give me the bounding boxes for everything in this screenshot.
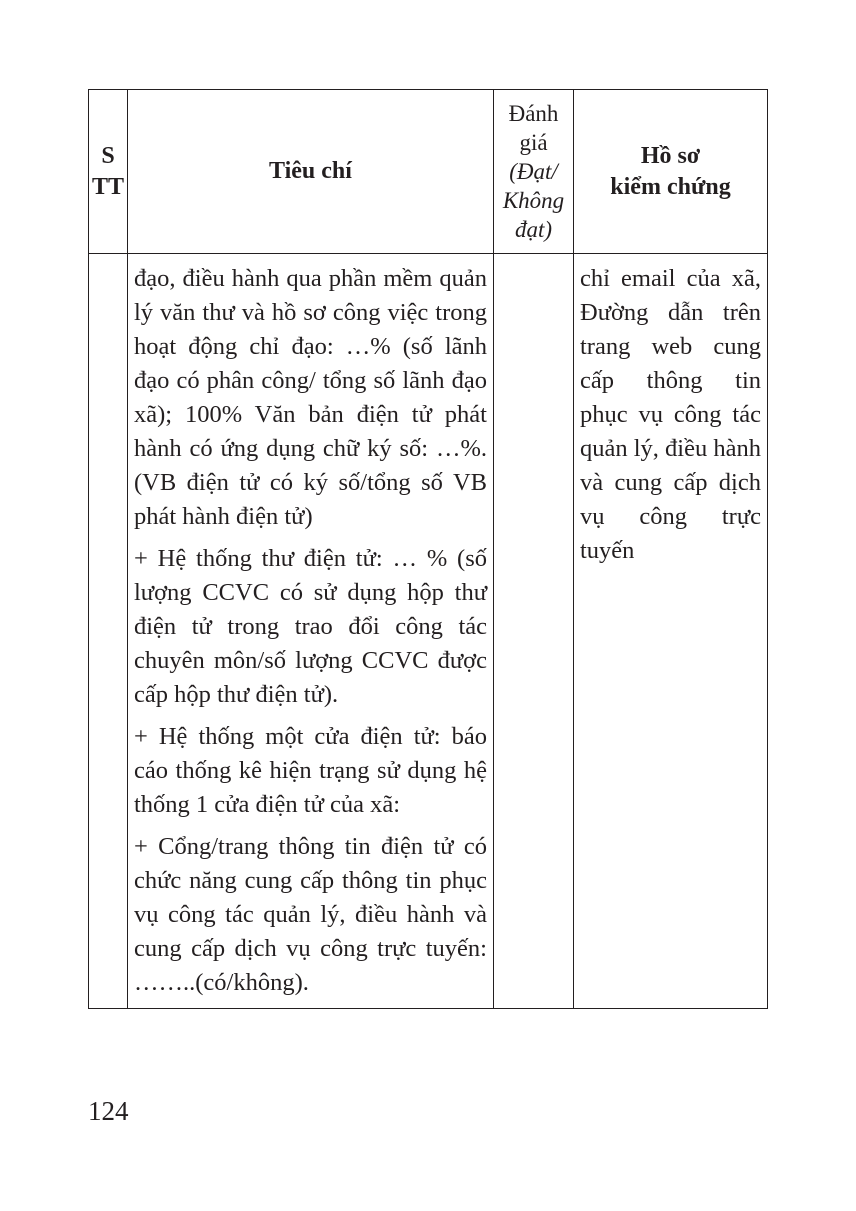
criteria-paragraph: + Hệ thống một cửa điện tử: báo cáo thống kê hiện trạng sử dụng hệ thống 1 cửa điện tử của xã: <box>134 723 487 818</box>
page-number: 124 <box>88 1096 129 1126</box>
header-evaluation <box>494 90 574 254</box>
header-stt-line2: TT <box>91 173 124 200</box>
header-evidence-line2: kiểm chứng <box>610 173 731 200</box>
header-evidence <box>574 90 768 254</box>
row-evaluation-cell <box>494 254 574 1009</box>
row-stt-cell <box>89 254 128 1009</box>
header-criteria: Tiêu chí <box>128 90 494 254</box>
header-stt-line1: S <box>101 142 115 169</box>
row-criteria-cell <box>128 254 494 1009</box>
criteria-paragraph: + Cổng/trang thông tin điện tử có chức năng cung cấp thông tin phục vụ công tác quản lý, điều hành và cung cấp dịch vụ công trực tuyến: ……..(có/không). <box>134 833 487 996</box>
table-header-row <box>89 90 768 254</box>
header-evaluation-line2: giá <box>519 130 548 155</box>
table-row <box>89 254 768 1009</box>
criteria-paragraph: + Hệ thống thư điện tử: … % (số lượng CCVC có sử dụng hộp thư điện tử trong trao đổi công tác chuyên môn/số lượng CCVC được cấp hộp thư điện tử). <box>134 545 487 708</box>
header-evidence-line1: Hồ sơ <box>640 142 701 169</box>
criteria-paragraph: đạo, điều hành qua phần mềm quản lý văn thư và hồ sơ công việc trong hoạt động chỉ đạo: …% (số lãnh đạo có phân công/ tổng số lãnh đạo xã); 100% Văn bản điện tử phát hành có ứng dụng chữ ký số: …%. (VB điện tử có ký số/tổng số VB phát hành điện tử) <box>134 265 487 530</box>
header-evaluation-line1: Đánh <box>508 101 559 126</box>
row-evidence-cell: chỉ email của xã, Đường dẫn trên trang web cung cấp thông tin phục vụ công tác quản lý, điều hành và cung cấp dịch vụ công trực tuyến <box>574 254 768 1009</box>
header-stt <box>89 90 128 254</box>
header-evaluation-options: (Đạt/ Không đạt) <box>502 159 565 242</box>
criteria-table <box>88 89 768 1009</box>
